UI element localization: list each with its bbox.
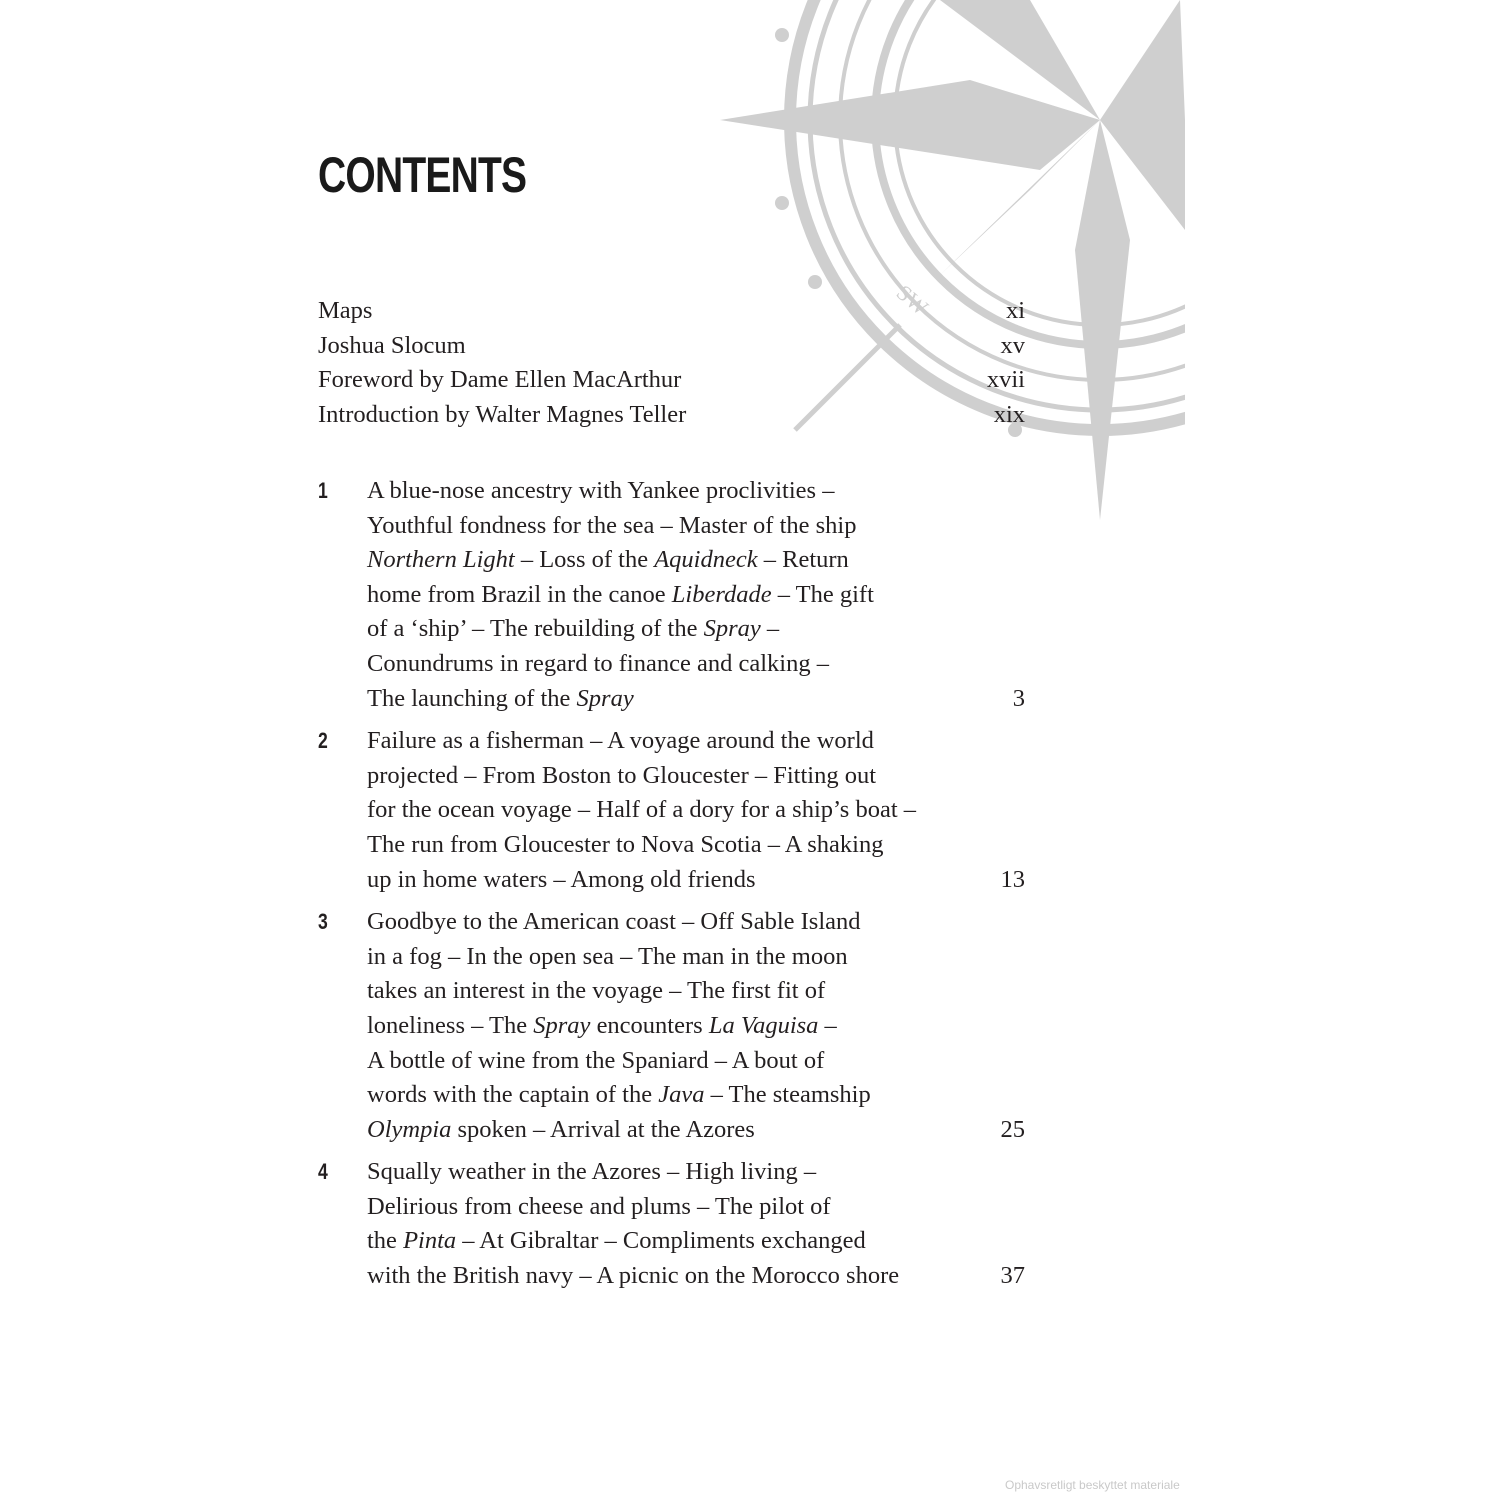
chapter-number: 4: [318, 1159, 328, 1185]
summary-line: A bottle of wine from the Spaniard – A bout of: [367, 1046, 825, 1074]
chapter-list: [318, 474, 1025, 1302]
summary-line: of a ‘ship’ – The rebuilding of the Spray –: [367, 615, 780, 643]
chapter-page-number: 13: [1000, 865, 1025, 893]
summary-line: Olympia spoken – Arrival at the Azores: [367, 1115, 755, 1143]
summary-line: words with the captain of the Java – The steamship: [367, 1081, 871, 1109]
summary-line: for the ocean voyage – Half of a dory for a ship’s boat –: [367, 796, 917, 824]
chapter-number: 3: [318, 909, 328, 935]
toc-chapter-2[interactable]: [318, 724, 1025, 897]
toc-entry-page: xv: [1000, 331, 1025, 359]
summary-line: Northern Light – Loss of the Aquidneck – Return: [367, 546, 849, 574]
toc-entry-label: Maps: [318, 297, 373, 324]
summary-line: with the British navy – A picnic on the Morocco shore: [367, 1262, 900, 1290]
summary-line: Delirious from cheese and plums – The pilot of: [367, 1192, 831, 1220]
summary-line: in a fog – In the open sea – The man in the moon: [367, 942, 848, 970]
toc-entry-page: xvii: [986, 366, 1025, 394]
toc-entry-joshua-slocum[interactable]: [318, 329, 1025, 364]
toc-chapter-3[interactable]: [318, 905, 1025, 1147]
toc-entry-maps[interactable]: [318, 294, 1025, 329]
compass-label: SW: [891, 279, 934, 321]
compass-rose-icon: [700, 0, 1185, 525]
chapter-summary: [367, 1155, 987, 1293]
toc-entry-page: xix: [993, 400, 1025, 428]
front-matter-list: [318, 294, 1025, 432]
chapter-number: 1: [318, 478, 328, 503]
chapter-page-number: 3: [1012, 684, 1025, 712]
chapter-summary: [367, 724, 987, 897]
page-title: CONTENTS: [318, 147, 527, 203]
chapter-page-number: 25: [1000, 1115, 1025, 1143]
toc-entry-introduction[interactable]: [318, 398, 1025, 433]
summary-line: Failure as a fisherman – A voyage around the world: [367, 727, 874, 755]
summary-line: the Pinta – At Gibraltar – Compliments exchanged: [367, 1227, 866, 1255]
toc-entry-label: Foreword by Dame Ellen MacArthur: [318, 366, 682, 394]
chapter-number: 2: [318, 728, 328, 754]
summary-line: takes an interest in the voyage – The first fit of: [367, 977, 826, 1005]
chapter-summary: [367, 905, 987, 1147]
toc-entry-label: Introduction by Walter Magnes Teller: [318, 400, 687, 428]
summary-line: projected – From Boston to Gloucester – Fitting out: [367, 761, 877, 789]
summary-line: Squally weather in the Azores – High living –: [367, 1158, 817, 1186]
toc-entry-label: Joshua Slocum: [318, 331, 466, 359]
summary-line: The launching of the Spray: [367, 684, 634, 712]
toc-chapter-1[interactable]: [318, 474, 1025, 716]
toc-entry-foreword[interactable]: [318, 363, 1025, 398]
summary-line: home from Brazil in the canoe Liberdade – The gift: [367, 580, 874, 608]
chapter-summary: [367, 474, 987, 716]
copyright-watermark: Ophavsretligt beskyttet materiale: [1005, 1478, 1180, 1492]
summary-line: A blue-nose ancestry with Yankee proclivities –: [367, 477, 835, 504]
toc-entry-page: xi: [1005, 297, 1025, 324]
summary-line: Conundrums in regard to finance and calking –: [367, 649, 829, 677]
summary-line: loneliness – The Spray encounters La Vaguisa –: [367, 1011, 837, 1039]
toc-chapter-4[interactable]: [318, 1155, 1025, 1293]
summary-line: The run from Gloucester to Nova Scotia – A shaking: [367, 830, 884, 858]
summary-line: Goodbye to the American coast – Off Sable Island: [367, 908, 861, 936]
summary-line: up in home waters – Among old friends: [367, 865, 756, 893]
chapter-page-number: 37: [1000, 1262, 1025, 1290]
summary-line: Youthful fondness for the sea – Master of the ship: [367, 511, 857, 539]
